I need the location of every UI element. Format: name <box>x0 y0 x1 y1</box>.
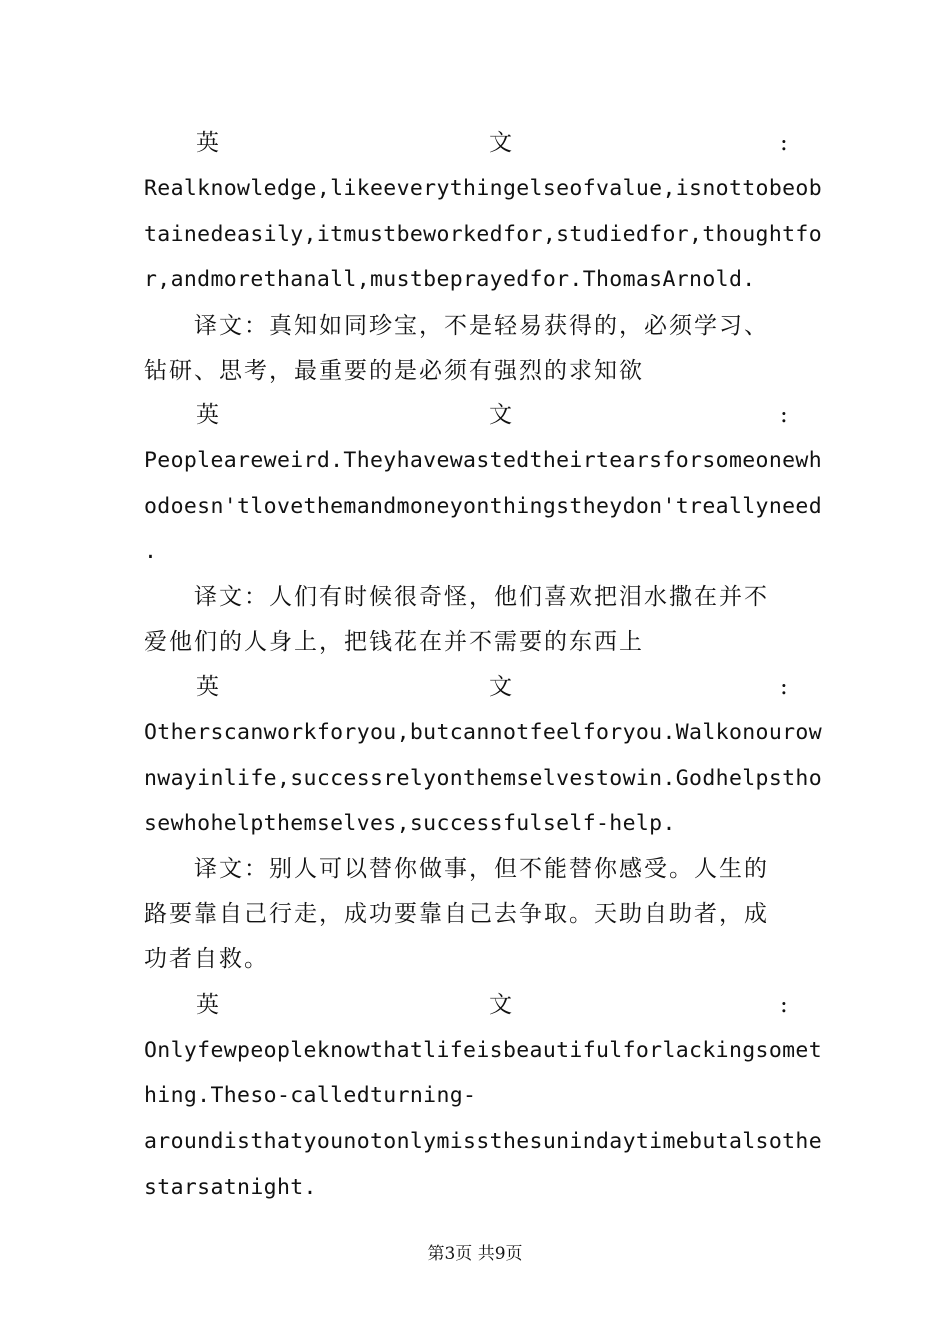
label-char: 英 <box>196 992 219 1018</box>
english-line: starsatnight. <box>144 1175 317 1200</box>
chinese-line: 爱他们的人身上，把钱花在并不需要的东西上 <box>144 629 644 655</box>
chinese-line: 译文：人们有时候很奇怪，他们喜欢把泪水撒在并不 <box>194 584 769 610</box>
english-line: r,andmorethanall,mustbeprayedfor.ThomasArnold. <box>144 267 756 292</box>
chinese-line: 功者自救。 <box>144 946 269 972</box>
english-line: sewhohelpthemselves,successfulself-help. <box>144 811 676 836</box>
chinese-line: 译文：真知如同珍宝，不是轻易获得的，必须学习、 <box>194 313 769 339</box>
english-line: odoesn'tlovethemandmoneyonthingstheydon'treallyneed <box>144 494 822 519</box>
label-row <box>0 400 950 430</box>
label-row <box>0 672 950 702</box>
english-line: Onlyfewpeopleknowthatlifeisbeautifulforlackingsomet <box>144 1038 822 1063</box>
label-char: 文 <box>489 402 512 428</box>
chinese-line: 钻研、思考，最重要的是必须有强烈的求知欲 <box>144 358 644 384</box>
english-line: Peopleareweird.Theyhavewastedtheirtearsforsomeonewh <box>144 448 822 473</box>
label-char: 英 <box>196 674 219 700</box>
label-char: 文 <box>489 992 512 1018</box>
label-colon: : <box>780 674 788 700</box>
label-char: 英 <box>196 130 219 156</box>
label-colon: : <box>780 992 788 1018</box>
label-colon: : <box>780 402 788 428</box>
english-line: aroundisthatyounotonlymissthesunindaytimebutalsothe <box>144 1129 822 1154</box>
english-line: Otherscanworkforyou,butcannotfeelforyou.Walkonourow <box>144 720 822 745</box>
english-line: tainedeasily,itmustbeworkedfor,studiedfor,thoughtfo <box>144 222 822 247</box>
page-footer: 第3页 共9页 <box>427 1244 523 1264</box>
chinese-line: 路要靠自己行走，成功要靠自己去争取。天助自助者，成 <box>144 901 769 927</box>
label-row <box>0 990 950 1020</box>
label-row <box>0 128 950 158</box>
english-line: hing.Theso-calledturning- <box>144 1083 477 1108</box>
label-char: 文 <box>489 674 512 700</box>
english-line: nwayinlife,successrelyonthemselvestowin.Godhelpstho <box>144 766 822 791</box>
english-line: . <box>144 539 158 564</box>
chinese-line: 译文：别人可以替你做事，但不能替你感受。人生的 <box>194 856 769 882</box>
label-colon: : <box>780 130 788 156</box>
label-char: 文 <box>489 130 512 156</box>
label-char: 英 <box>196 402 219 428</box>
english-line: Realknowledge,likeeverythingelseofvalue,isnottobeob <box>144 176 822 201</box>
